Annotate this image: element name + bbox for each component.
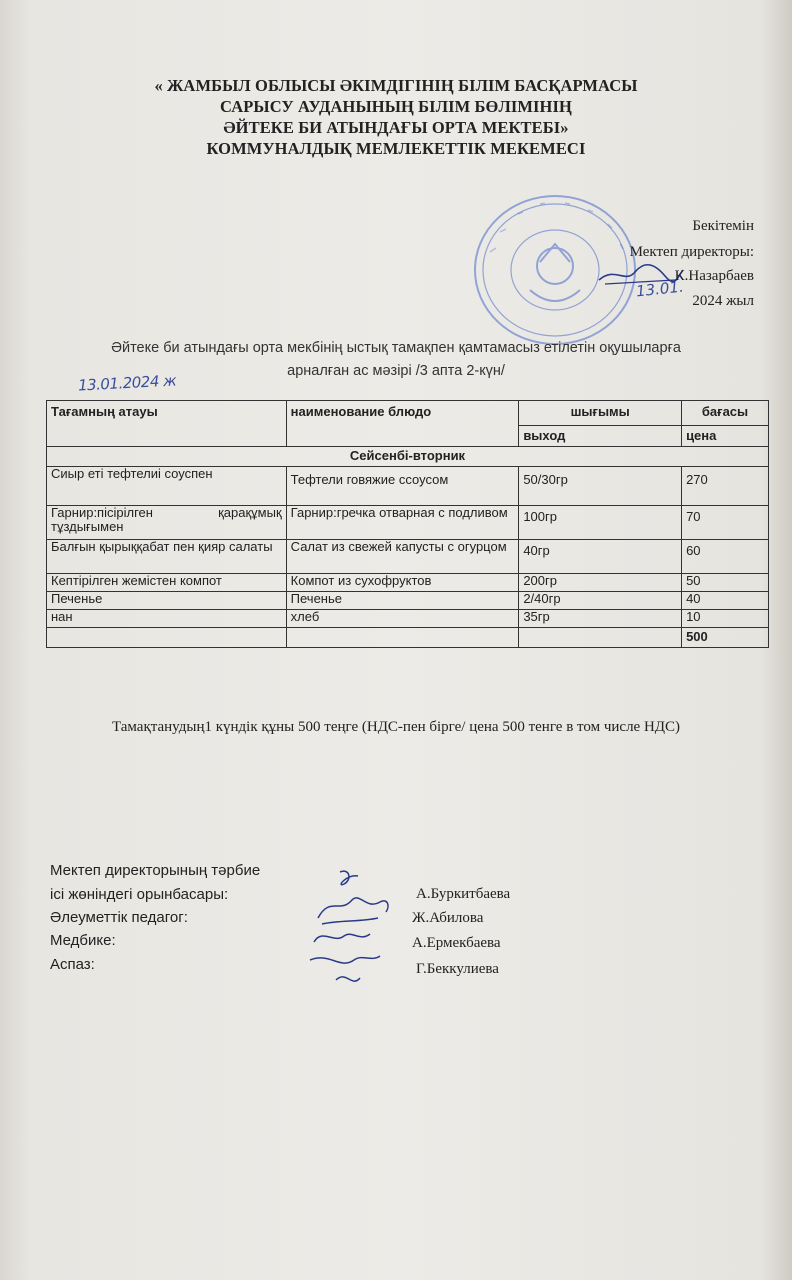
- staff-signatures-icon: [300, 866, 400, 996]
- day-label: Сейсенбі-вторник: [47, 447, 769, 467]
- org-header: [0, 76, 792, 159]
- nurse-label: Медбике:: [50, 932, 116, 949]
- approval-year: 2024 жыл: [692, 293, 754, 309]
- social-pedagogue-label: Әлеуметтік педагог:: [50, 909, 188, 926]
- dish-kz: нан: [47, 610, 287, 628]
- header-line-3: ӘЙТЕКЕ БИ АТЫНДАҒЫ ОРТА МЕКТЕБІ»: [223, 118, 569, 137]
- handwritten-date: 13.01.2024 ж: [77, 371, 177, 395]
- dish-price: 270: [682, 467, 769, 506]
- table-header-row: [47, 401, 769, 426]
- header-line-4: КОММУНАЛДЫҚ МЕМЛЕКЕТТІК МЕКЕМЕСІ: [206, 139, 586, 158]
- director-name: К.Назарбаев: [674, 268, 754, 284]
- dish-price: 70: [682, 506, 769, 540]
- approval-handwritten-date: 13.01.: [635, 277, 685, 301]
- header-kz-name: Тағамның атауы: [47, 401, 287, 447]
- dish-output: 50/30гр: [519, 467, 682, 506]
- menu-intro-line-1: Әйтеке би атындағы орта мекбінің ыстық тамақпен қамтамасыз етілетін оқушыларға: [111, 340, 681, 356]
- dish-kz: Балғын қырыққабат пен қияр салаты: [47, 540, 287, 574]
- total-row: [47, 628, 769, 648]
- menu-intro-line-2: арналған ас мәзірі /3 апта 2-күн/: [287, 363, 505, 379]
- approval-position: Мектеп директоры:: [629, 244, 754, 260]
- header-output-kz: шығымы: [519, 401, 682, 426]
- day-row: [47, 447, 769, 467]
- table-row: [47, 592, 769, 610]
- table-row: [47, 540, 769, 574]
- dish-ru: хлеб: [286, 610, 519, 628]
- deputy-name: А.Буркитбаева: [416, 886, 511, 902]
- table-row: [47, 467, 769, 506]
- deputy-label-line-1: Мектеп директорының тәрбие: [50, 862, 261, 879]
- total-price: 500: [682, 628, 769, 648]
- dish-kz: Печенье: [47, 592, 287, 610]
- dish-output: 40гр: [519, 540, 682, 574]
- dish-output: 2/40гр: [519, 592, 682, 610]
- table-row: [47, 574, 769, 592]
- cook-name: Г.Беккулиева: [416, 961, 499, 977]
- cook-label: Аспаз:: [50, 956, 95, 973]
- dish-kz: Сиыр еті тефтелиі соуспен: [47, 467, 287, 506]
- dish-ru: Салат из свежей капусты с огурцом: [286, 540, 519, 574]
- deputy-label-line-2: ісі жөніндегі орынбасары:: [50, 886, 229, 903]
- dish-kz: Кептірілген жемістен компот: [47, 574, 287, 592]
- price-note: Тамақтанудың1 күндік құны 500 теңге (НДС-пен бірге/ цена 500 тенге в том числе НДС): [111, 719, 681, 735]
- header-price-kz: бағасы: [682, 401, 769, 426]
- dish-ru: Печенье: [286, 592, 519, 610]
- header-ru-name: наименование блюдо: [286, 401, 519, 447]
- dish-price: 50: [682, 574, 769, 592]
- dish-price: 60: [682, 540, 769, 574]
- menu-table: [46, 400, 769, 648]
- header-output-ru: выход: [519, 426, 682, 447]
- dish-ru: Гарнир:гречка отварная с подливом: [286, 506, 519, 540]
- table-row: [47, 506, 769, 540]
- dish-price: 40: [682, 592, 769, 610]
- header-price-ru: цена: [682, 426, 769, 447]
- dish-output: 200гр: [519, 574, 682, 592]
- dish-output: 100гр: [519, 506, 682, 540]
- social-pedagogue-name: Ж.Абилова: [412, 910, 484, 926]
- dish-kz: Гарнир:пісірілген қарақұмық тұздығымен: [47, 506, 287, 540]
- dish-output: 35гр: [519, 610, 682, 628]
- approval-title: Бекітемін: [692, 218, 754, 234]
- dish-ru: Тефтели говяжие ссоусом: [286, 467, 519, 506]
- nurse-name: А.Ермекбаева: [412, 935, 501, 951]
- dish-ru: Компот из сухофруктов: [286, 574, 519, 592]
- header-line-2: САРЫСУ АУДАНЫНЫҢ БІЛІМ БӨЛІМІНІҢ: [220, 97, 572, 116]
- header-line-1: « ЖАМБЫЛ ОБЛЫСЫ ӘКІМДІГІНІҢ БІЛІМ БАСҚАРМАСЫ: [154, 76, 638, 95]
- dish-price: 10: [682, 610, 769, 628]
- table-row: [47, 610, 769, 628]
